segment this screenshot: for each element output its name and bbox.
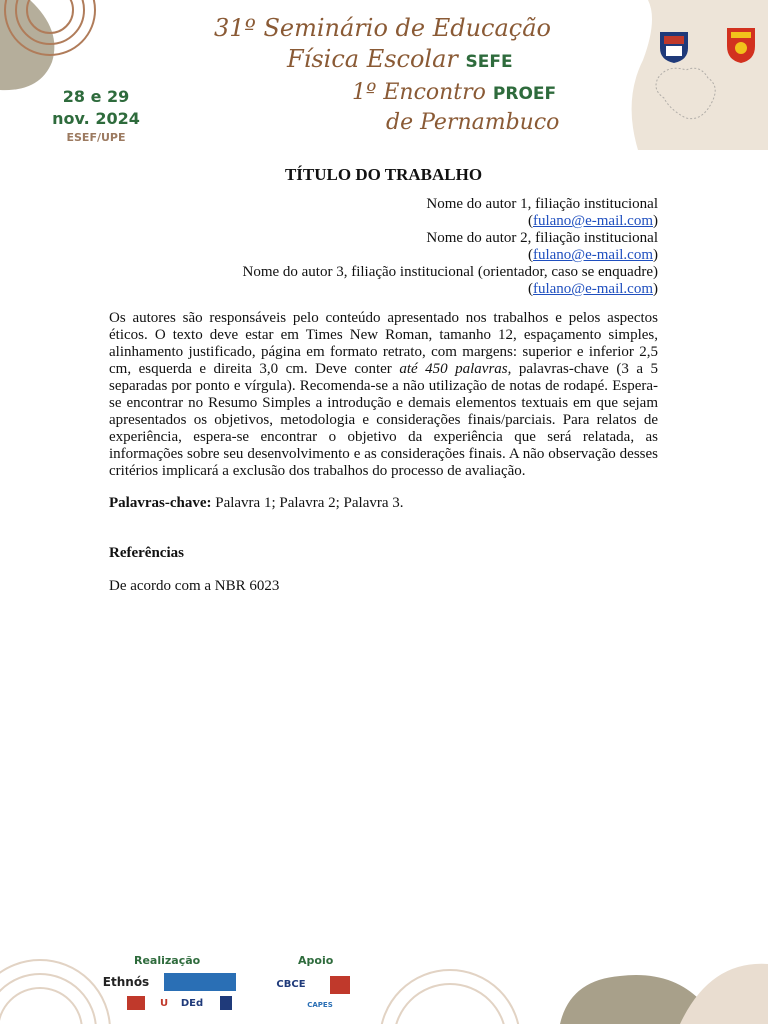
document-body (109, 160, 658, 595)
decorative-circles-footer-mid (380, 940, 520, 1024)
ethnos-logo: Ethnós (102, 975, 150, 989)
abstract-paragraph: Os autores são responsáveis pelo conteúdo apresentado nos trabalhos e pelos aspectos éticos. O texto deve estar em Times New Roman, tamanho 12, espaçamento simples, alinhamento justificado, página em formato retrato, com margens: superior e inferior 2,5 cm, esquerda e direita 3,0 cm. Deve conter até 450 palavras, palavras-chave (3 a 5 separadas por ponto e vírgula). Recomenda-se a não utilização de notas de rodapé. Espera-se encontrar no Resumo Simples a introdução e demais elementos textuais em que sejam apresentados os objetivos, metodologia e considerações finais/parciais. Para relatos de experiência, espera-se encontrar o objetivo da experiência que será relatada, as informações sobre seu desenvolvimento e as considerações finais. A não observação desses critérios implicará a exclusão dos trabalhos do processo de avaliação. (109, 310, 658, 479)
event-title-line2: Física Escolar SEFE (287, 45, 513, 73)
partner-logo-red (330, 976, 350, 994)
author-email-link[interactable]: fulano@e-mail.com (532, 281, 653, 297)
author-name: Nome do autor 2, filiação institucional (426, 230, 658, 246)
document-title: TÍTULO DO TRABALHO (284, 165, 483, 184)
references-heading: Referências (109, 545, 184, 561)
keywords-label: Palavras-chave: (109, 495, 212, 511)
author-email-link[interactable]: fulano@e-mail.com (532, 213, 653, 229)
event-date-block (48, 86, 144, 146)
cbce-logo: CBCE (276, 978, 306, 990)
event-title-line1: 31º Seminário de Educação (214, 14, 552, 42)
event-title-line4: de Pernambuco (386, 110, 560, 135)
author-email-line: (fulano@e-mail.com) (527, 281, 658, 297)
author-email-line: (fulano@e-mail.com) (527, 213, 658, 229)
ufpe-logo (220, 996, 232, 1010)
decorative-circles-left (0, 0, 160, 100)
page-header (0, 0, 768, 150)
author-email-link[interactable]: fulano@e-mail.com (532, 247, 653, 263)
references-text: De acordo com a NBR 6023 (109, 578, 280, 594)
capes-logo: CAPES (307, 1001, 333, 1009)
event-date-days: 28 e 29 (62, 87, 130, 106)
decorative-blob-footer-right (560, 940, 768, 1024)
author-name: Nome do autor 3, filiação institucional (orientador, caso se enquadre) (242, 264, 658, 280)
event-date-month: nov. 2024 (52, 109, 140, 128)
author-email-line: (fulano@e-mail.com) (527, 247, 658, 263)
partner-logo-small (127, 996, 145, 1010)
keywords-line (109, 495, 658, 512)
realizacao-label: Realização (134, 954, 201, 967)
partner-banner-logo (164, 973, 236, 991)
state-university-crest-logo (724, 22, 758, 64)
apoio-label: Apoio (298, 954, 334, 967)
ded-logo: DEd (180, 997, 204, 1009)
upe-logo: U (159, 997, 169, 1009)
university-crest-logo (658, 28, 690, 64)
event-title-line3: 1º Encontro PROEF (352, 80, 557, 105)
keywords-value: Palavra 1; Palavra 2; Palavra 3. (211, 495, 404, 511)
author-name: Nome do autor 1, filiação institucional (426, 196, 658, 212)
page-footer (0, 940, 768, 1024)
authors-block (109, 196, 658, 298)
event-venue: ESEF/UPE (66, 131, 126, 144)
